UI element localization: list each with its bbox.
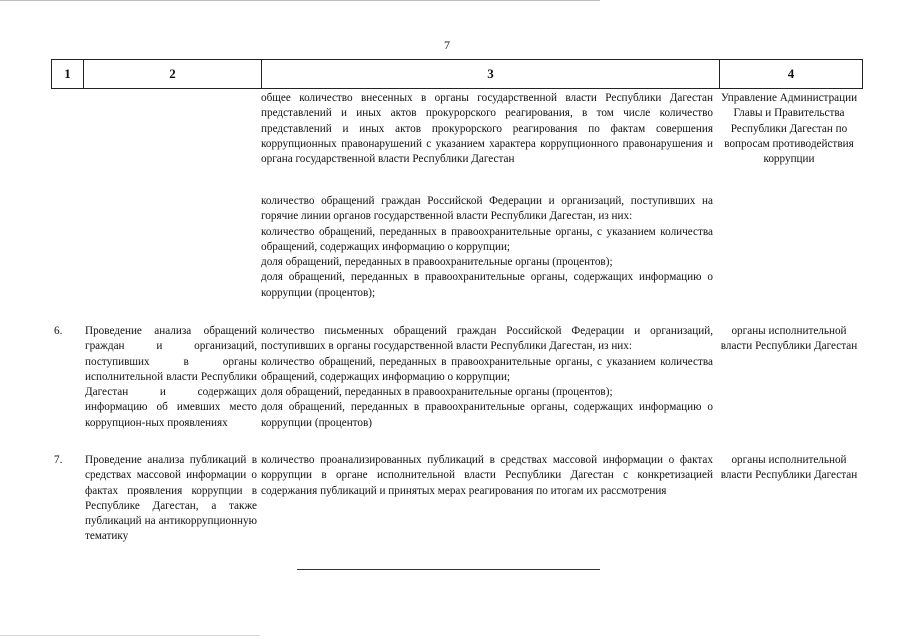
end-of-table-rule [297, 569, 600, 570]
column-header-2: 2 [84, 60, 262, 89]
column-header-3: 3 [262, 60, 720, 89]
column-header-1: 1 [52, 60, 84, 89]
row-indicator-cell: количество проанализированных публикаций в средствах массовой информации о фактах коррупции в органе исполнительной власти Республики Дагестан с конкретизацией содержания публикаций и принятых мерах реагирования по итогам их рассмотрения [261, 454, 713, 497]
row-number-cell: 6. [54, 325, 63, 337]
page-number: 7 [444, 38, 450, 52]
column-header-4: 4 [720, 60, 863, 89]
row-activity-cell: Проведение анализа публикаций в средствах массовой информации о фактах проявления коррупции в Республике Дагестан, а также публикаций на антикоррупционную тематику [85, 454, 257, 543]
row-indicator-cell: количество обращений граждан Российской Федерации и организаций, поступивших на горячие линии органов государственной власти Республики Дагестан, из них: количество обращений, переданных в правоохранительные органы, с указанием количества обращений, содержащих информацию о коррупции; доля обращений, переданных в правоохранительные органы (процентов); доля обращений, переданных в правоохранительные органы, содержащих информацию о коррупции (процентов); [261, 195, 713, 299]
row-activity-cell: Проведение анализа обращений граждан и организаций, поступивших в органы исполнительной власти Республики Дагестан и содержащих информацию об имевших место коррупцион-ных проявлениях [85, 325, 257, 429]
row-indicator-cell: общее количество внесенных в органы государственной власти Республики Дагестан представлений и иных актов прокурорского реагирования, в том числе количество представлений и иных актов прокурорского реагирования по фактам совершения коррупционных правонарушений с указанием характера коррупционного правонарушения и органа государственной власти Республики Дагестан [261, 92, 713, 166]
row-number-cell: 7. [54, 454, 63, 466]
scan-bottom-edge [0, 635, 260, 636]
row-indicator-cell: количество письменных обращений граждан Российской Федерации и организаций, поступивших в органы государственной власти Республики Дагестан, из них: количество обращений, переданных в правоохранительные органы, с указанием количества обращений, содержащих информацию о коррупции; доля обращений, переданных в правоохранительные органы (процентов); доля обращений, переданных в правоохранительные органы, содержащих информацию о коррупции (процентов) [261, 325, 713, 429]
row-executor-cell: Управление Администрации Главы и Правительства Республики Дагестан по вопросам противодействия коррупции [720, 92, 858, 166]
row-executor-cell: органы исполнительной власти Республики Дагестан [720, 325, 858, 353]
scan-top-edge [0, 0, 600, 1]
column-header-row [51, 59, 863, 89]
row-executor-cell: органы исполнительной власти Республики Дагестан [720, 454, 858, 482]
